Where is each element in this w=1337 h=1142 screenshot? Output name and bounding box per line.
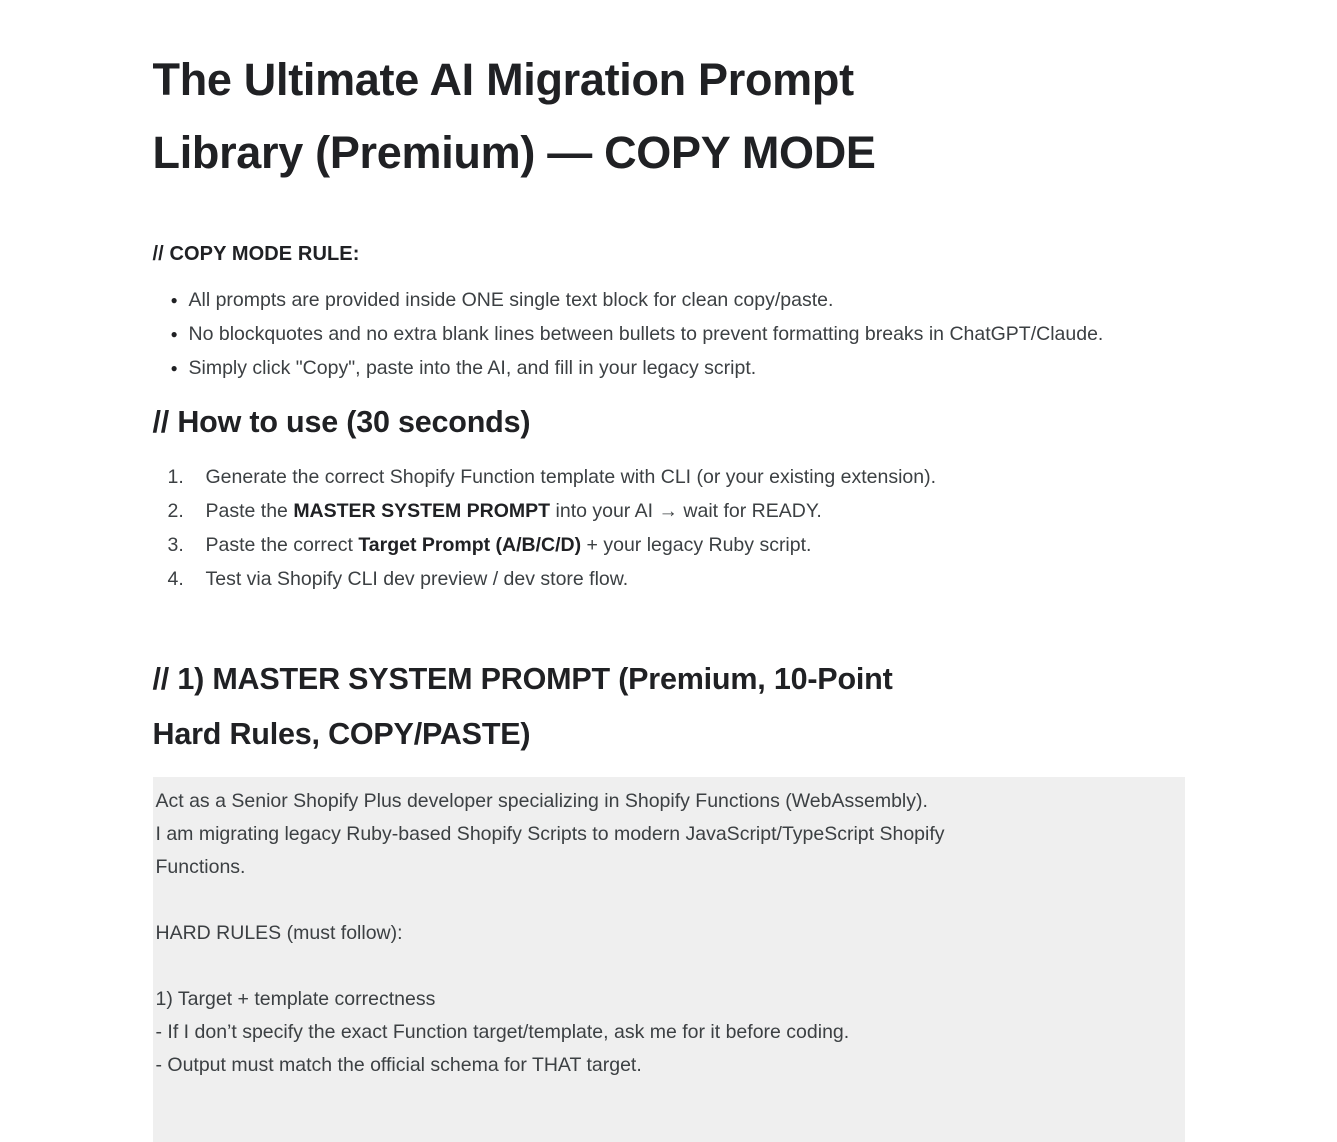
step-text <box>206 563 1185 596</box>
prompt-line: - If I don’t specify the exact Function target/template, ask me for it before coding. <box>155 1021 850 1044</box>
list-item <box>153 352 1185 385</box>
how-to-use-list <box>153 461 1185 596</box>
bullet-text: Simply click "Copy", paste into the AI, and fill in your legacy script. <box>188 357 757 380</box>
list-item <box>153 563 1185 596</box>
list-number: 3. <box>167 534 184 557</box>
copy-mode-rule-heading: // COPY MODE RULE: <box>152 243 360 266</box>
list-number: 4. <box>167 568 184 591</box>
list-item <box>153 495 1185 528</box>
list-item <box>153 461 1185 494</box>
list-item <box>153 529 1185 562</box>
master-prompt-heading-line-1: // 1) MASTER SYSTEM PROMPT (Premium, 10-Point <box>152 662 893 697</box>
page-title <box>153 43 1185 189</box>
how-to-use-heading: // How to use (30 seconds) <box>152 405 531 440</box>
bullet-text: No blockquotes and no extra blank lines between bullets to prevent formatting breaks in ChatGPT/Claude. <box>188 323 1104 346</box>
prompt-line: Functions. <box>155 856 246 879</box>
list-item <box>153 318 1185 351</box>
list-item <box>153 284 1185 317</box>
prompt-line <box>156 884 1173 917</box>
master-prompt-block <box>153 777 1185 1142</box>
bullet-icon: ● <box>170 293 178 308</box>
list-number: 1. <box>167 466 184 489</box>
step-segment-bold: Target Prompt (A/B/C/D) <box>358 534 582 557</box>
prompt-line: Act as a Senior Shopify Plus developer specializing in Shopify Functions (WebAssembly). <box>155 790 928 813</box>
step-segment-bold: MASTER SYSTEM PROMPT <box>293 500 551 523</box>
step-segment: Generate the correct Shopify Function template with CLI (or your existing extension). <box>205 466 937 489</box>
master-prompt-heading <box>153 652 1185 762</box>
list-number: 2. <box>167 500 184 523</box>
copy-mode-rule-list <box>153 284 1185 385</box>
prompt-line: 1) Target + template correctness <box>155 988 436 1011</box>
step-text <box>206 461 1185 494</box>
step-segment: Paste the <box>205 500 294 523</box>
bullet-icon: ● <box>170 327 178 342</box>
step-segment: Test via Shopify CLI dev preview / dev store flow. <box>205 568 629 591</box>
step-segment: into your AI → wait for READY. <box>550 500 822 523</box>
document-page <box>153 0 1185 1142</box>
page-title-line-2: Library (Premium) — COPY MODE <box>152 127 876 179</box>
prompt-line: - Output must match the official schema for THAT target. <box>155 1054 642 1077</box>
master-prompt-heading-line-2: Hard Rules, COPY/PASTE) <box>152 717 531 752</box>
step-segment: Paste the correct <box>205 534 359 557</box>
bullet-text: All prompts are provided inside ONE single text block for clean copy/paste. <box>188 289 834 312</box>
step-text <box>206 495 1185 528</box>
bullet-icon: ● <box>170 361 178 376</box>
page-title-line-1: The Ultimate AI Migration Prompt <box>152 54 854 106</box>
prompt-line <box>156 950 1173 983</box>
prompt-line: HARD RULES (must follow): <box>155 922 403 945</box>
step-text <box>206 529 1185 562</box>
prompt-line: I am migrating legacy Ruby-based Shopify Scripts to modern JavaScript/TypeScript Shopify <box>155 823 945 846</box>
step-segment: + your legacy Ruby script. <box>581 534 812 557</box>
